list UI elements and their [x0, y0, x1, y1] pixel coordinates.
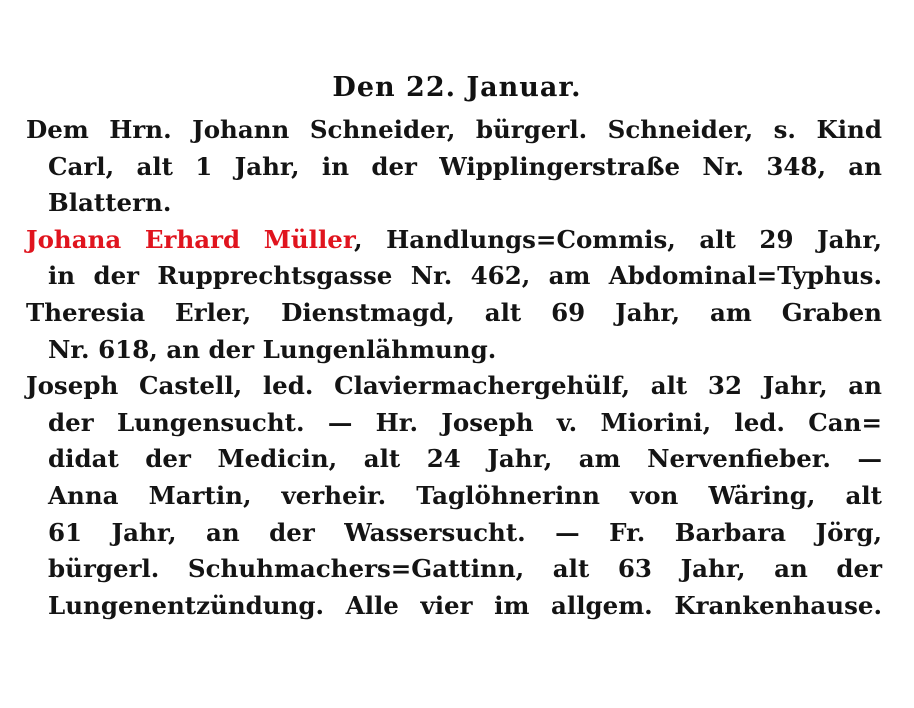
text-line-rest: , Handlungs=Commis, alt 29 Jahr, [354, 224, 882, 254]
text-line: Lungenentzündung. Alle vier im allgem. Krankenhause. [48, 590, 882, 620]
text-line: Theresia Erler, Dienstmagd, alt 69 Jahr, am Graben [26, 297, 882, 327]
text-line: Carl, alt 1 Jahr, in der Wipplingerstraße Nr. 348, an [48, 151, 882, 181]
death-register-text [26, 112, 882, 624]
highlighted-name: Johana Erhard Müller [26, 224, 355, 254]
text-line: in der Rupprechtsgasse Nr. 462, am Abdominal=Typhus. [48, 261, 882, 291]
date-heading: Den 22. Januar. [332, 72, 582, 103]
text-line: 61 Jahr, an der Wassersucht. — Fr. Barbara Jörg, [48, 517, 882, 547]
text-line: Dem Hrn. Johann Schneider, bürgerl. Schneider, s. Kind [26, 115, 882, 144]
text-line: Blattern. [48, 188, 172, 218]
text-line: der Lungensucht. — Hr. Joseph v. Miorini, led. Can= [48, 407, 882, 437]
text-line: Nr. 618, an der Lungenlähmung. [48, 334, 497, 364]
text-line: Anna Martin, verheir. Taglöhnerinn von Wäring, alt [48, 480, 882, 510]
text-line: Joseph Castell, led. Claviermachergehülf, alt 32 Jahr, an [26, 371, 882, 401]
text-line: didat der Medicin, alt 24 Jahr, am Nervenfieber. — [48, 444, 882, 474]
text-line [26, 222, 882, 259]
text-line: bürgerl. Schuhmachers=Gattinn, alt 63 Jahr, an der [48, 554, 882, 584]
